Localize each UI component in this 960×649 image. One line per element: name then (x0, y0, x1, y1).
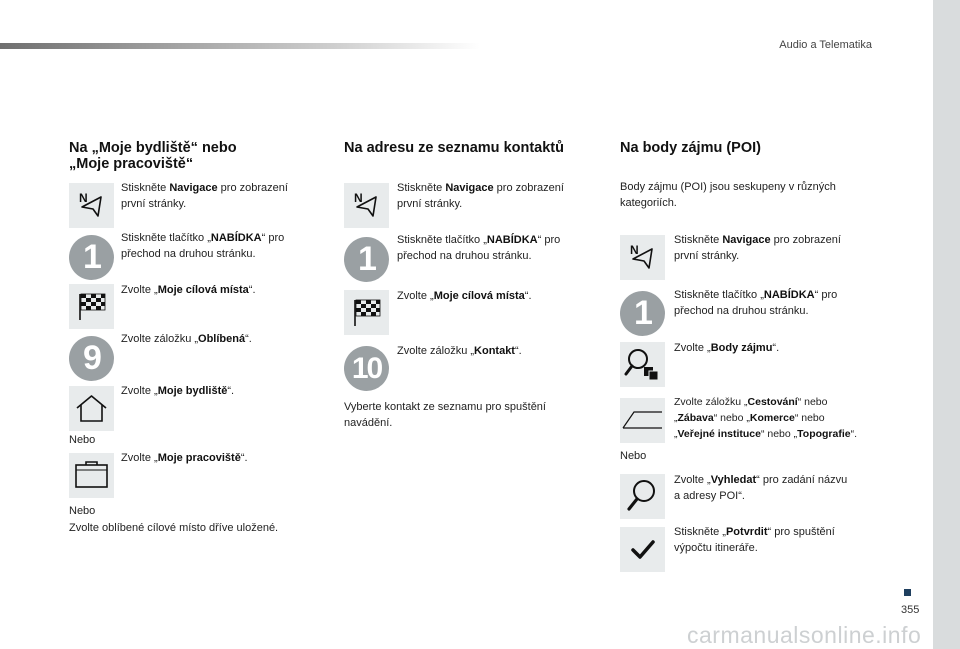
step-select-contact-tab: Zvolte záložku „Kontakt“. (397, 345, 522, 357)
navigation-icon (69, 183, 114, 228)
step-number-circle: 9 (69, 336, 114, 381)
svg-text:N: N (630, 243, 639, 257)
or-separator: Nebo (69, 505, 96, 517)
watermark: carmanualsonline.info (687, 622, 922, 648)
step-select-poi: Zvolte „Body zájmu“. (674, 342, 780, 354)
column-contact-address (344, 140, 564, 156)
step-select-search: Zvolte „Vyhledat“ pro zadání názvu a adresy POI“. (674, 474, 848, 502)
step-press-confirm: Stiskněte „Potvrdit“ pro spuštění výpočtu itineráře. (674, 526, 835, 554)
step-select-category-tab: Zvolte záložku „Cestování“ nebo „Zábava“ nebo „Komerce“ nebo „Veřejné instituce“ nebo „Topografie“. (674, 396, 858, 440)
column-poi (620, 140, 761, 156)
column-home-work (69, 140, 237, 172)
step-press-navigation: Stiskněte Navigace pro zobrazení první stránky. (397, 182, 564, 210)
briefcase-icon (69, 453, 114, 498)
svg-text:N: N (79, 191, 88, 205)
step-select-my-destinations: Zvolte „Moje cílová místa“. (121, 284, 256, 296)
column-title: Na body zájmu (POI) (620, 140, 761, 156)
step-press-menu: Stiskněte tlačítko „NABÍDKA“ pro přechod na druhou stránku. (397, 234, 561, 262)
step-number-circle: 10 (344, 346, 389, 391)
step-number-circle: 1 (69, 235, 114, 280)
step-press-menu: Stiskněte tlačítko „NABÍDKA“ pro přechod na druhou stránku. (674, 289, 838, 317)
search-icon (620, 474, 665, 519)
category-tab-icon (620, 398, 665, 443)
note-saved-favourite: Zvolte oblíbené cílové místo dříve uložené. (69, 522, 279, 534)
step-select-my-home: Zvolte „Moje bydliště“. (121, 385, 235, 397)
home-icon (69, 386, 114, 431)
poi-intro: Body zájmu (POI) jsou seskupeny v různých kategoriích. (620, 181, 836, 209)
or-separator: Nebo (620, 450, 647, 462)
step-number-circle: 1 (620, 291, 665, 336)
step-number-circle: 1 (344, 237, 389, 282)
navigation-icon (620, 235, 665, 280)
svg-text:N: N (354, 191, 363, 205)
column-title: Na adresu ze seznamu kontaktů (344, 140, 564, 156)
step-select-my-work: Zvolte „Moje pracoviště“. (121, 452, 248, 464)
page-number: 355 (901, 604, 920, 616)
step-select-favourites-tab: Zvolte záložku „Oblíbená“. (121, 333, 252, 345)
section-title: Audio a Telematika (779, 39, 872, 51)
checkered-flag-icon (344, 290, 389, 335)
navigation-icon (344, 183, 389, 228)
or-separator: Nebo (69, 434, 96, 446)
checkered-flag-icon (69, 284, 114, 329)
checkmark-icon (620, 527, 665, 572)
page-marker (904, 589, 911, 596)
poi-search-icon (620, 342, 665, 387)
step-press-navigation: Stiskněte Navigace pro zobrazení první stránky. (674, 234, 841, 262)
step-press-navigation: Stiskněte Navigace pro zobrazení první stránky. (121, 182, 288, 210)
column-title: Na „Moje bydliště“ nebo „Moje pracoviště“ (69, 140, 237, 172)
header-gradient-bar (0, 43, 480, 49)
step-press-menu: Stiskněte tlačítko „NABÍDKA“ pro přechod na druhou stránku. (121, 232, 285, 260)
note-select-contact: Vyberte kontakt ze seznamu pro spuštění navádění. (344, 401, 546, 429)
page-edge-band (933, 0, 960, 649)
step-select-my-destinations: Zvolte „Moje cílová místa“. (397, 290, 532, 302)
